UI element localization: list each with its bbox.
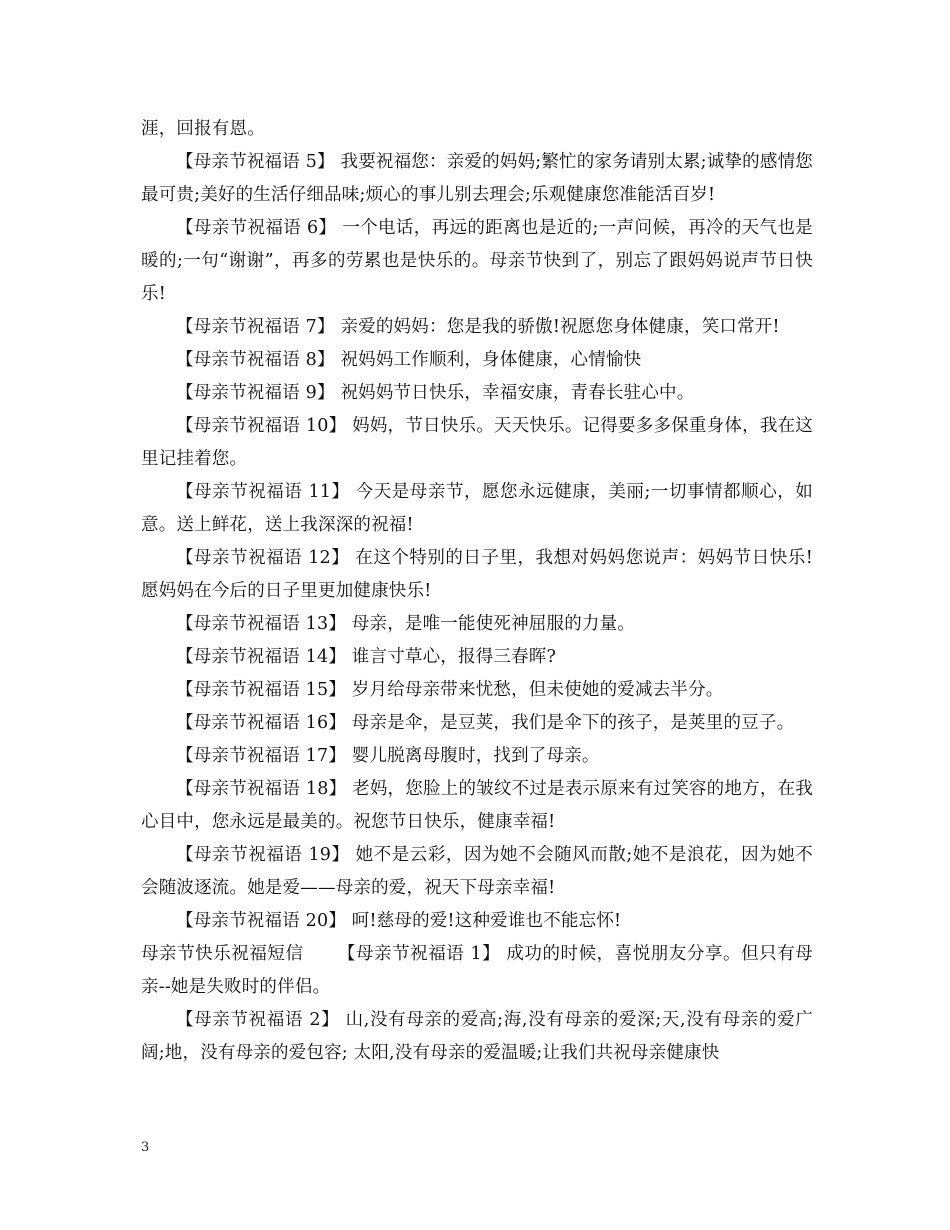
paragraph-3: 【母亲节祝福语 7】 亲爱的妈妈：您是我的骄傲!祝愿您身体健康，笑口常开! (176, 317, 780, 337)
paragraph-10: 【母亲节祝福语 14】 谁言寸草心，报得三春晖? (176, 647, 557, 667)
document-body (141, 113, 813, 1070)
paragraph-5: 【母亲节祝福语 9】 祝妈妈节日快乐，幸福安康，青春长驻心中。 (176, 383, 695, 403)
section-title: 母亲节快乐祝福短信 (141, 944, 304, 964)
paragraph-13: 【母亲节祝福语 17】 婴儿脱离母腹时，找到了母亲。 (176, 746, 600, 766)
paragraph-12: 【母亲节祝福语 16】 母亲是伞，是豆荚，我们是伞下的孩子，是荚里的豆子。 (176, 713, 795, 733)
paragraph-2: 【母亲节祝福语 6】 一个电话，再远的距离也是近的;一声问候，再冷的天气也是暖的;一句“谢谢”，再多的劳累也是快乐的。母亲节快到了，别忘了跟妈妈说声节日快乐! (141, 218, 813, 304)
paragraph-9: 【母亲节祝福语 13】 母亲，是唯一能使死神屈服的力量。 (176, 614, 635, 634)
closing-paragraph: 【母亲节祝福语 2】 山,没有母亲的爱高;海,没有母亲的爱深;天,没有母亲的爱广阔;地，没有母亲的爱包容; 太阳,没有母亲的爱温暖;让我们共祝母亲健康快 (141, 1010, 813, 1063)
paragraph-6: 【母亲节祝福语 10】 妈妈，节日快乐。天天快乐。记得要多多保重身体，我在这里记挂着您。 (141, 416, 813, 469)
paragraph-8: 【母亲节祝福语 12】 在这个特别的日子里，我想对妈妈您说声：妈妈节日快乐!愿妈妈在今后的日子里更加健康快乐! (141, 548, 813, 601)
paragraph-16: 【母亲节祝福语 20】 呵!慈母的爱!这种爱谁也不能忘怀! (176, 911, 622, 931)
paragraph-1: 【母亲节祝福语 5】 我要祝福您：亲爱的妈妈;繁忙的家务请别太累;诚挚的感情您最可贵;美好的生活仔细品味;烦心的事儿别去理会;乐观健康您准能活百岁! (141, 152, 813, 205)
heading-paragraph-text: 【母亲节祝福语 1】 成功的时候，喜悦朋友分享。但只有母亲--她是失败时的伴侣。 (141, 944, 813, 997)
paragraph-15: 【母亲节祝福语 19】 她不是云彩，因为她不会随风而散;她不是浪花，因为她不会随波逐流。她是爱——母亲的爱，祝天下母亲幸福! (141, 845, 813, 898)
paragraph-11: 【母亲节祝福语 15】 岁月给母亲带来忧愁，但未使她的爱减去半分。 (176, 680, 724, 700)
paragraph-0: 涯，回报有恩。 (141, 119, 265, 139)
paragraph-14: 【母亲节祝福语 18】 老妈，您脸上的皱纹不过是表示原来有过笑容的地方，在我心目中，您永远是最美的。祝您节日快乐，健康幸福! (141, 779, 813, 832)
paragraph-4: 【母亲节祝福语 8】 祝妈妈工作顺利，身体健康，心情愉快 (176, 350, 642, 370)
paragraph-7: 【母亲节祝福语 11】 今天是母亲节，愿您永远健康，美丽;一切事情都顺心，如意。送上鲜花，送上我深深的祝福! (141, 482, 813, 535)
page-number: 3 (141, 1140, 150, 1155)
heading-paragraph (141, 938, 813, 1004)
